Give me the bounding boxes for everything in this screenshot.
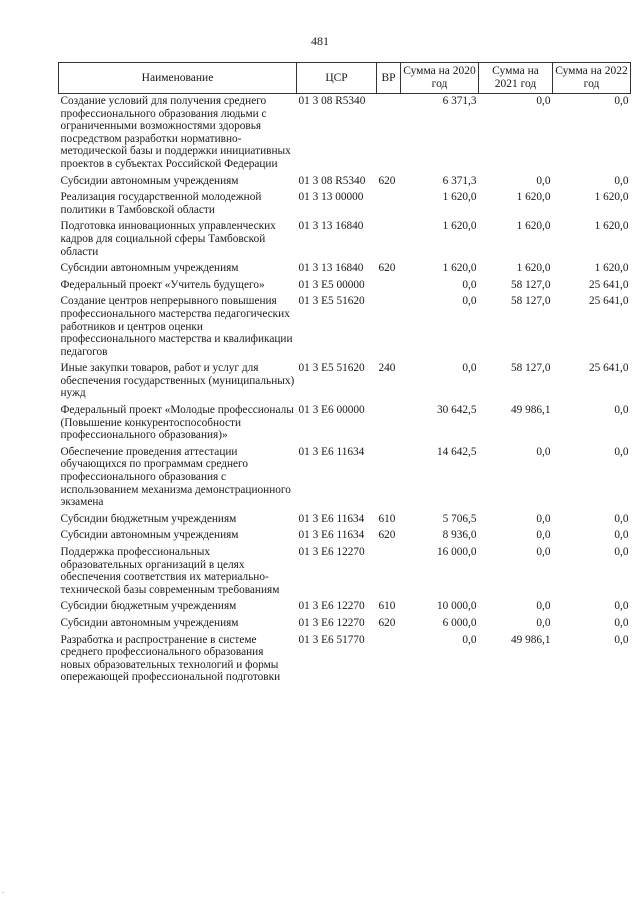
table-body <box>59 94 631 687</box>
row-name: Субсидии автономным учреждениям <box>60 262 239 275</box>
table-row <box>59 633 631 687</box>
row-name: Субсидии бюджетным учреждениям <box>60 600 237 613</box>
row-name: Создание центров непрерывного повышения профессионального мастерства педагогических работников и центров оценки профессионального мастерства и квалификации педагогов <box>60 295 293 358</box>
row-csr: 01 3 E6 51770 <box>298 633 365 646</box>
row-amount-2020: 0,0 <box>462 362 477 375</box>
row-name: Субсидии автономным учреждениям <box>60 529 239 542</box>
row-amount-2021: 0,0 <box>536 616 551 629</box>
row-name: Обеспечение проведения аттестации обучающихся по программам среднего профессионального образования с использованием механизма демонстрационного экзамена <box>60 445 291 509</box>
table-row <box>59 361 631 403</box>
row-name: Иные закупки товаров, работ и услуг для обеспечения государственных (муниципальных) нужд <box>60 362 295 400</box>
row-amount-2021: 58 127,0 <box>510 295 551 308</box>
table-row <box>59 616 631 633</box>
row-amount-2021: 0,0 <box>536 529 551 542</box>
row-amount-2021: 49 986,1 <box>510 633 551 646</box>
row-amount-2021: 0,0 <box>536 546 551 558</box>
row-name: Подготовка инновационных управленческих кадров для социальной сферы Тамбовской области <box>60 220 276 258</box>
row-vr <box>377 294 401 361</box>
row-amount-2020: 0,0 <box>462 278 477 291</box>
table-row <box>59 599 631 616</box>
row-amount-2020: 8 936,0 <box>442 529 477 542</box>
row-amount-2020: 16 000,0 <box>436 546 477 558</box>
row-amount-2022: 25 641,0 <box>588 278 629 291</box>
table-row <box>59 445 631 512</box>
row-vr: 610 <box>378 512 396 525</box>
row-csr: 01 3 E6 11634 <box>298 512 365 525</box>
row-amount-2022: 0,0 <box>614 445 629 458</box>
row-csr: 01 3 E6 12270 <box>298 616 365 629</box>
row-name: Реализация государственной молодежной политики в Тамбовской области <box>60 191 262 216</box>
row-amount-2021: 0,0 <box>536 600 551 613</box>
row-amount-2021: 1 620,0 <box>516 191 551 204</box>
row-amount-2020: 6 000,0 <box>442 616 477 629</box>
table-header-row <box>59 63 631 94</box>
row-amount-2022: 0,0 <box>614 546 629 558</box>
row-amount-2022: 1 620,0 <box>594 262 629 275</box>
row-amount-2022: 1 620,0 <box>594 220 629 233</box>
row-csr: 01 3 13 00000 <box>298 191 364 204</box>
row-csr: 01 3 E6 12270 <box>298 600 365 613</box>
table-row <box>59 94 631 174</box>
table-row <box>59 545 631 599</box>
row-vr <box>377 445 401 512</box>
row-amount-2020: 1 620,0 <box>442 262 477 275</box>
row-vr <box>377 403 401 445</box>
row-vr <box>377 219 401 261</box>
row-csr: 01 3 08 R5340 <box>298 174 366 187</box>
row-vr <box>377 545 401 599</box>
row-amount-2021: 58 127,0 <box>510 362 551 375</box>
header-2021: Сумма на 2021 год <box>479 63 553 94</box>
row-name: Разработка и распространение в системе среднего профессионального образования новых образовательных технологий и формы опережающей профессиональной подготовки <box>60 633 281 684</box>
row-amount-2022: 0,0 <box>614 404 629 417</box>
budget-table <box>58 62 631 687</box>
row-amount-2022: 0,0 <box>614 512 629 525</box>
row-amount-2021: 0,0 <box>536 512 551 525</box>
table-row <box>59 512 631 529</box>
row-amount-2021: 49 986,1 <box>510 404 551 417</box>
row-vr <box>377 94 401 174</box>
row-amount-2021: 1 620,0 <box>516 220 551 233</box>
row-csr: 01 3 E5 00000 <box>298 278 365 291</box>
row-csr: 01 3 E6 00000 <box>298 404 365 417</box>
row-amount-2022: 25 641,0 <box>588 295 629 308</box>
row-amount-2020: 10 000,0 <box>436 600 477 613</box>
table-row <box>59 261 631 278</box>
row-amount-2020: 6 371,3 <box>442 174 477 187</box>
page-number: 481 <box>311 34 329 48</box>
row-csr: 01 3 E6 12270 <box>298 546 365 558</box>
row-vr: 620 <box>378 529 396 542</box>
row-amount-2022: 0,0 <box>614 616 629 629</box>
table-row <box>59 294 631 361</box>
table-row <box>59 174 631 191</box>
table-row <box>59 403 631 445</box>
row-csr: 01 3 E6 11634 <box>298 529 365 542</box>
row-csr: 01 3 13 16840 <box>298 220 364 233</box>
table-row <box>59 528 631 545</box>
header-csr: ЦСР <box>297 63 377 94</box>
row-name: Создание условий для получения среднего профессионального образования людьми с ограниченными возможностями здоровья посредством разработки нормативно-методической базы и поддержки инициативных проектов в субъектах Российской Федерации <box>60 95 291 170</box>
row-csr: 01 3 08 R5340 <box>298 95 366 107</box>
table-row <box>59 219 631 261</box>
row-vr: 240 <box>378 362 396 375</box>
table-row <box>59 190 631 219</box>
row-amount-2020: 1 620,0 <box>442 220 477 233</box>
header-2020: Сумма на 2020 год <box>401 63 479 94</box>
row-name: Федеральный проект «Молодые профессионалы (Повышение конкурентоспособности профессионального образования)» <box>60 404 294 442</box>
row-vr <box>377 278 401 295</box>
row-amount-2020: 14 642,5 <box>436 445 477 458</box>
row-csr: 01 3 13 16840 <box>298 262 364 275</box>
header-vr: ВР <box>377 63 401 94</box>
header-name: Наименование <box>59 63 297 94</box>
row-vr: 620 <box>378 262 396 275</box>
row-amount-2020: 30 642,5 <box>436 404 477 417</box>
row-vr: 620 <box>378 616 396 629</box>
row-amount-2022: 1 620,0 <box>594 191 629 204</box>
row-amount-2021: 1 620,0 <box>516 262 551 275</box>
row-amount-2022: 0,0 <box>614 529 629 542</box>
row-amount-2021: 0,0 <box>536 445 551 458</box>
row-amount-2021: 0,0 <box>536 95 551 107</box>
row-amount-2020: 0,0 <box>462 295 477 308</box>
header-2022: Сумма на 2022 год <box>553 63 631 94</box>
row-amount-2022: 25 641,0 <box>588 362 629 375</box>
row-name: Поддержка профессиональных образовательных организаций в целях обеспечения соответствия их материально-технической базы современным требованиям <box>60 546 280 596</box>
row-amount-2020: 1 620,0 <box>442 191 477 204</box>
table-row <box>59 278 631 295</box>
row-vr <box>377 633 401 687</box>
row-amount-2020: 6 371,3 <box>442 95 477 107</box>
row-amount-2021: 58 127,0 <box>510 278 551 291</box>
row-name: Субсидии бюджетным учреждениям <box>60 512 237 525</box>
row-amount-2022: 0,0 <box>614 174 629 187</box>
row-vr <box>377 190 401 219</box>
row-csr: 01 3 E5 51620 <box>298 295 365 308</box>
row-amount-2022: 0,0 <box>614 95 629 107</box>
row-amount-2020: 5 706,5 <box>442 512 477 525</box>
row-vr: 620 <box>378 174 396 187</box>
row-amount-2020: 0,0 <box>462 633 477 646</box>
row-amount-2022: 0,0 <box>614 600 629 613</box>
row-csr: 01 3 E6 11634 <box>298 445 365 458</box>
margin-mark: . <box>2 886 4 895</box>
row-csr: 01 3 E5 51620 <box>298 362 365 375</box>
row-amount-2021: 0,0 <box>536 174 551 187</box>
row-name: Субсидии автономным учреждениям <box>60 616 239 629</box>
row-name: Субсидии автономным учреждениям <box>60 174 239 187</box>
row-name: Федеральный проект «Учитель будущего» <box>60 278 265 291</box>
row-vr: 610 <box>378 600 396 613</box>
row-amount-2022: 0,0 <box>614 633 629 646</box>
